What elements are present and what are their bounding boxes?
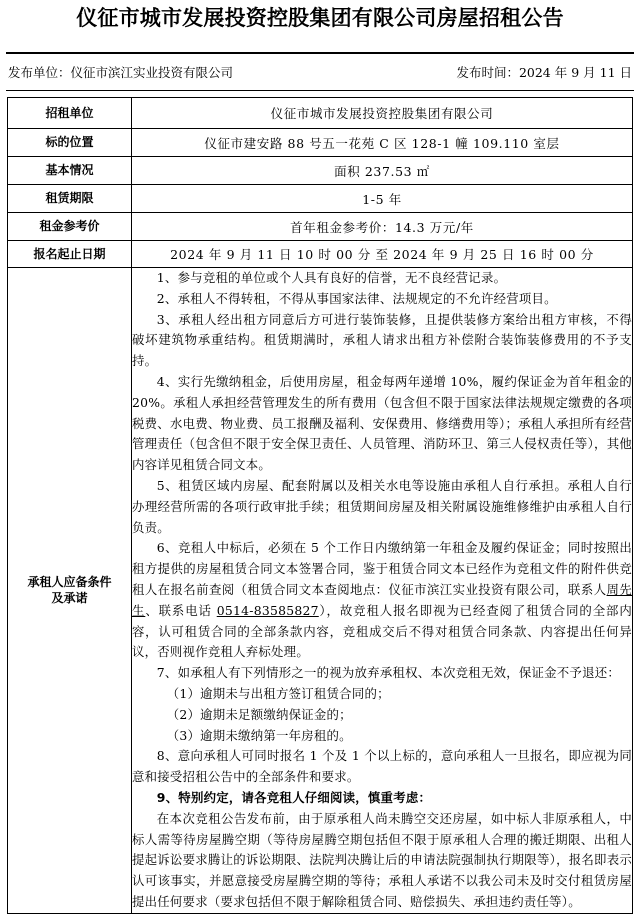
conditions-row (8, 268, 633, 914)
row-value: 2024 年 9 月 11 日 10 时 00 分 至 2024 年 9 月 25 日 16 时 00 分 (132, 241, 633, 268)
row-label: 租金参考价 (8, 213, 132, 241)
row-value: 1-5 年 (132, 185, 633, 213)
conditions-label-line-1: 承租人应备条件 (27, 574, 112, 589)
publish-time-value: 2024 年 9 月 11 日 (518, 65, 632, 80)
contact-person: 周先生 (132, 581, 633, 618)
condition-item-8: 8、意向承租人可同时报名 1 个及 1 个以上标的，意向承租人一旦报名，即应视为同意和接受招租公告中的全部条件和要求。 (132, 748, 632, 785)
row-label: 标的位置 (8, 129, 132, 157)
condition-item-3: 3、承租人经出租方同意后方可进行装饰装修，且提供装修方案给出租方审核，不得破坏建筑物承重结构。租赁期满时，承租人请求出租方补偿附合装饰装修费用的不予支持。 (132, 311, 632, 369)
condition-item-7-sub-3: （3）逾期未缴纳第一年房租的。 (166, 727, 352, 743)
table-row (8, 241, 633, 268)
contact-phone: 0514-83585827 (216, 602, 319, 618)
row-label: 报名起止日期 (8, 241, 132, 268)
row-value: 面积 237.53 ㎡ (132, 157, 633, 185)
row-label: 招租单位 (8, 98, 132, 129)
table-row (8, 213, 633, 241)
publisher-value: 仪征市滨江实业投资有限公司 (70, 65, 234, 80)
row-value: 仪征市建安路 88 号五一花苑 C 区 128-1 幢 109.110 室层 (132, 129, 633, 157)
condition-item-6 (132, 538, 632, 663)
title-divider (6, 52, 634, 54)
condition-item-6-text-a: 6、竞租人中标后，必须在 5 个工作日内缴纳第一年租金及履约保证金；同时按照出租方提供的房屋租赁合同文本签署合同，鉴于租赁合同文本已经作为竞租文件的附件供竞租人在报名前查阅（租赁合同文本查阅地点：仪征市滨江实业投资有限公司，联系人 (132, 540, 632, 597)
condition-item-7-sub-2: （2）逾期未足额缴纳保证金的； (166, 706, 352, 722)
row-value: 仪征市城市发展投资控股集团有限公司 (132, 98, 633, 129)
publish-time-line (456, 63, 632, 81)
conditions-text (132, 268, 633, 914)
condition-item-7-sub-1: （1）逾期未与出租方签订租赁合同的； (166, 685, 390, 701)
table-row (8, 129, 633, 157)
rental-info-table (7, 97, 633, 914)
row-value: 首年租金参考价：14.3 万元/年 (132, 213, 633, 241)
publisher-label: 发布单位： (8, 65, 71, 80)
meta-divider (6, 90, 634, 91)
conditions-label (8, 268, 132, 914)
condition-item-5: 5、租赁区域内房屋、配套附属以及相关水电等设施由承租人自行承担。承租人自行办理经营所需的各项行政审批手续；租赁期间房屋及相关附属设施维修维护由承租人自行负责。 (132, 477, 632, 535)
table-row (8, 185, 633, 213)
condition-item-9: 9、特别约定，请各竞租人仔细阅读，慎重考虑： (156, 789, 432, 805)
condition-item-7: 7、如承租人有下列情形之一的视为放弃承租权、本次竞租无效，保证金不予退还： (156, 665, 620, 681)
row-label: 租赁期限 (8, 185, 132, 213)
condition-item-6-text-c: ），故竞租人报名即视为已经查阅了租赁合同的全部内容，认可租赁合同的全部条款内容，竞租成交后不得对租赁合同条款、内容提出任何异议，否则视作竞租人弃标处理。 (132, 602, 632, 660)
condition-item-4: 4、实行先缴纳租金，后使用房屋，租金每两年递增 10%，履约保证金为首年租金的 20%。承租人承担经营管理发生的所有费用（包含但不限于国家法律法规规定缴费的各项税费、水电费、物业费、员工报酬及福利、安保费用、修缮费用等）；承租人承担所有经营管理责任（包含但不限于安全保卫责任、人员管理、消防环卫、第三人侵权责任等），其他内容详见租赁合同文本。 (132, 373, 632, 473)
page-title: 仪征市城市发展投资控股集团有限公司房屋招租公告 (76, 6, 564, 30)
table-row (8, 157, 633, 185)
condition-item-1: 1、参与竞租的单位或个人具有良好的信誉，无不良经营记录。 (156, 270, 507, 285)
row-label: 基本情况 (8, 157, 132, 185)
publish-time-label: 发布时间： (456, 65, 519, 80)
condition-item-6-text-b: 、联系电话 (145, 602, 217, 618)
condition-item-2: 2、承租人不得转租，不得从事国家法律、法规规定的不允许经营项目。 (156, 290, 557, 306)
table-row (8, 98, 633, 129)
publisher-line (8, 63, 233, 81)
conditions-label-line-2: 及承诺 (51, 591, 88, 606)
special-agreement-text: 在本次竞租公告发布前，由于原承租人尚未腾空交还房屋，如中标人非原承租人，中标人需等待房屋腾空期（等待房屋腾空期包括但不限于原承租人合理的搬迁期限、出租人提起诉讼要求腾让的诉讼期限、法院判决腾让后的申请法院强制执行期限等），报名即表示认可该事实，并愿意接受房屋腾空期的等待；承租人承诺不以我公司未及时交付租赁房屋提出任何要求（要求包括但不限于解除租赁合同、赔偿损失、承担违约责任等）。 (132, 810, 632, 909)
